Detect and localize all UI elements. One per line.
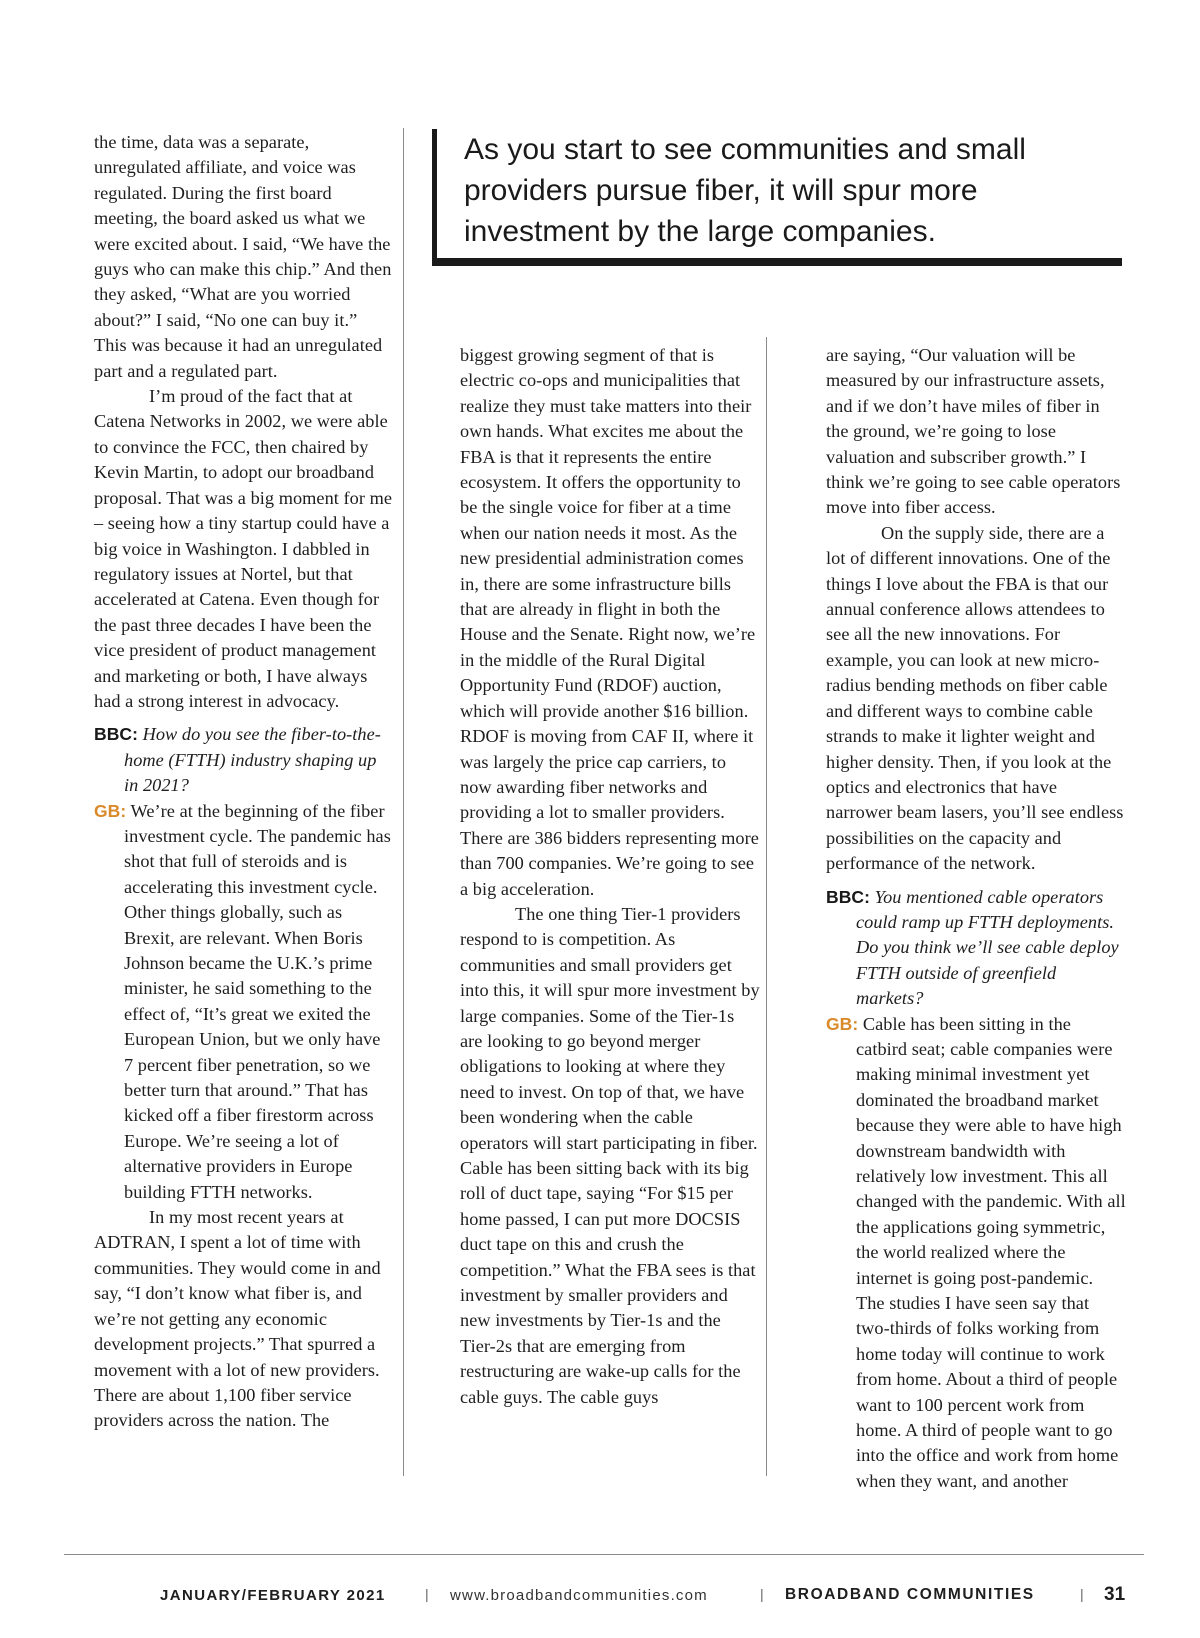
interviewee-tag: GB: (94, 800, 127, 821)
interview-answer (826, 1012, 1126, 1495)
footer-rule (64, 1554, 1144, 1555)
paragraph: On the supply side, there are a lot of different innovations. One of the things I love about the FBA is that our annual conference allows attendees to see all the new innovations. For example, you can look at new micro-radius bending methods on fiber cable and different ways to combine cable strands to make it lighter weight and higher density. Then, if you look at the optics and electronics that have narrower beam lasers, you’ll see endless possibilities on the capacity and performance of the network. (826, 522, 1124, 874)
pull-quote (432, 129, 1122, 266)
website-url: www.broadbandcommunities.com (450, 1587, 708, 1604)
paragraph: In my most recent years at ADTRAN, I spent a lot of time with communities. They would come in and say, “I don’t know what fiber is, and we’re not getting any economic development projects.” That spurred a movement with a lot of new providers. There are about 1,100 fiber service providers across the nation. The (94, 1207, 381, 1431)
article-column-2 (460, 343, 760, 1410)
column-divider (766, 337, 767, 1476)
page-number: 31 (1104, 1584, 1126, 1605)
paragraph: are saying, “Our valuation will be measured by our infrastructure assets, and if we don’t have miles of fiber in the ground, we’re going to lose valuation and subscriber growth.” I think we’re going to see cable operators move into fiber access. (826, 345, 1121, 518)
footer-separator: | (425, 1586, 429, 1602)
answer-text: We’re at the beginning of the fiber investment cycle. The pandemic has shot that full of steroids and is accelerating this investment cycle. Other things globally, such as Brexit, are relevant. When Boris Johnson became the U.K.’s prime minister, he said something to the effect of, “It’s great we exited the European Union, but we only have 7 percent fiber penetration, so we better turn that around.” That has kicked off a fiber firestorm across Europe. We’re seeing a lot of alternative providers in Europe building FTTH networks. (124, 800, 391, 1202)
article-column-1 (94, 130, 394, 1434)
interviewee-tag: GB: (826, 1013, 859, 1034)
interview-question (826, 885, 1126, 1012)
interview-answer (94, 799, 394, 1206)
paragraph: I’m proud of the fact that at Catena Networks in 2002, we were able to convince the FCC, then chaired by Kevin Martin, to adopt our broadband proposal. That was a big moment for me – seeing how a tiny startup could have a big voice in Washington. I dabbled in regulatory issues at Nortel, but that accelerated at Catena. Even though for the past three decades I have been the vice president of product management and marketing or both, I have always had a strong interest in advocacy. (94, 386, 393, 711)
footer-separator: | (1080, 1586, 1084, 1602)
publication-name: BROADBAND COMMUNITIES (785, 1586, 1035, 1603)
question-text: How do you see the fiber-to-the-home (FTTH) industry shaping up in 2021? (124, 724, 381, 796)
paragraph: The one thing Tier-1 providers respond to is competition. As communities and small providers get into this, it will spur more investment by large companies. Some of the Tier-1s are looking to go beyond merger obligations to looking at where they need to invest. On top of that, we have been wondering when the cable operators will start participating in fiber. Cable has been sitting back with its big roll of duct tape, saying “For $15 per home passed, I can put more DOCSIS duct tape on this and crush the competition.” What the FBA sees is that investment by smaller providers and new investments by Tier-1s and the Tier-2s that are emerging from restructuring are wake-up calls for the cable guys. The cable guys (460, 903, 760, 1407)
paragraph: biggest growing segment of that is electric co-ops and municipalities that realize they must take matters into their own hands. What excites me about the FBA is that it represents the entire ecosystem. It offers the opportunity to be the single voice for fiber at a time when our nation needs it most. As the new presidential administration comes in, there are some infrastructure bills that are already in flight in both the House and the Senate. Right now, we’re in the middle of the Rural Digital Opportunity Fund (RDOF) auction, which will provide another $16 billion. RDOF is moving from CAF II, where it was largely the price cap carriers, to now awarding fiber networks and providing a lot to smaller providers. There are 386 bidders representing more than 700 companies. We’re going to see a big acceleration. (460, 345, 759, 899)
article-column-3 (826, 343, 1126, 1494)
column-divider (403, 128, 404, 1476)
answer-text: Cable has been sitting in the catbird seat; cable companies were making minimal investment yet dominated the broadband market because they were able to have high downstream bandwidth with relatively low investment. This all changed with the pandemic. With all the applications going symmetric, the world realized where the internet is going post-pandemic. The studies I have seen say that two-thirds of folks working from home today will continue to work from home. About a third of people want to 100 percent work from home. A third of people want to go into the office and work from home when they want, and another (856, 1013, 1126, 1491)
footer-separator: | (760, 1586, 764, 1602)
page-footer (0, 1583, 1200, 1613)
interviewer-tag: BBC: (94, 724, 138, 745)
interview-question (94, 722, 394, 798)
interviewer-tag: BBC: (826, 886, 870, 907)
paragraph: the time, data was a separate, unregulated affiliate, and voice was regulated. During the first board meeting, the board asked us what we were excited about. I said, “We have the guys who can make this chip.” And then they asked, “What are you worried about?” I said, “No one can buy it.” This was because it had an unregulated part and a regulated part. (94, 132, 392, 381)
question-text: You mentioned cable operators could ramp up FTTH deployments. Do you think we’ll see cable deploy FTTH outside of greenfield markets? (856, 886, 1119, 1009)
issue-date: JANUARY/FEBRUARY 2021 (160, 1587, 386, 1604)
pull-quote-text: As you start to see communities and small providers pursue fiber, it will spur more investment by the large companies. (464, 133, 1026, 248)
